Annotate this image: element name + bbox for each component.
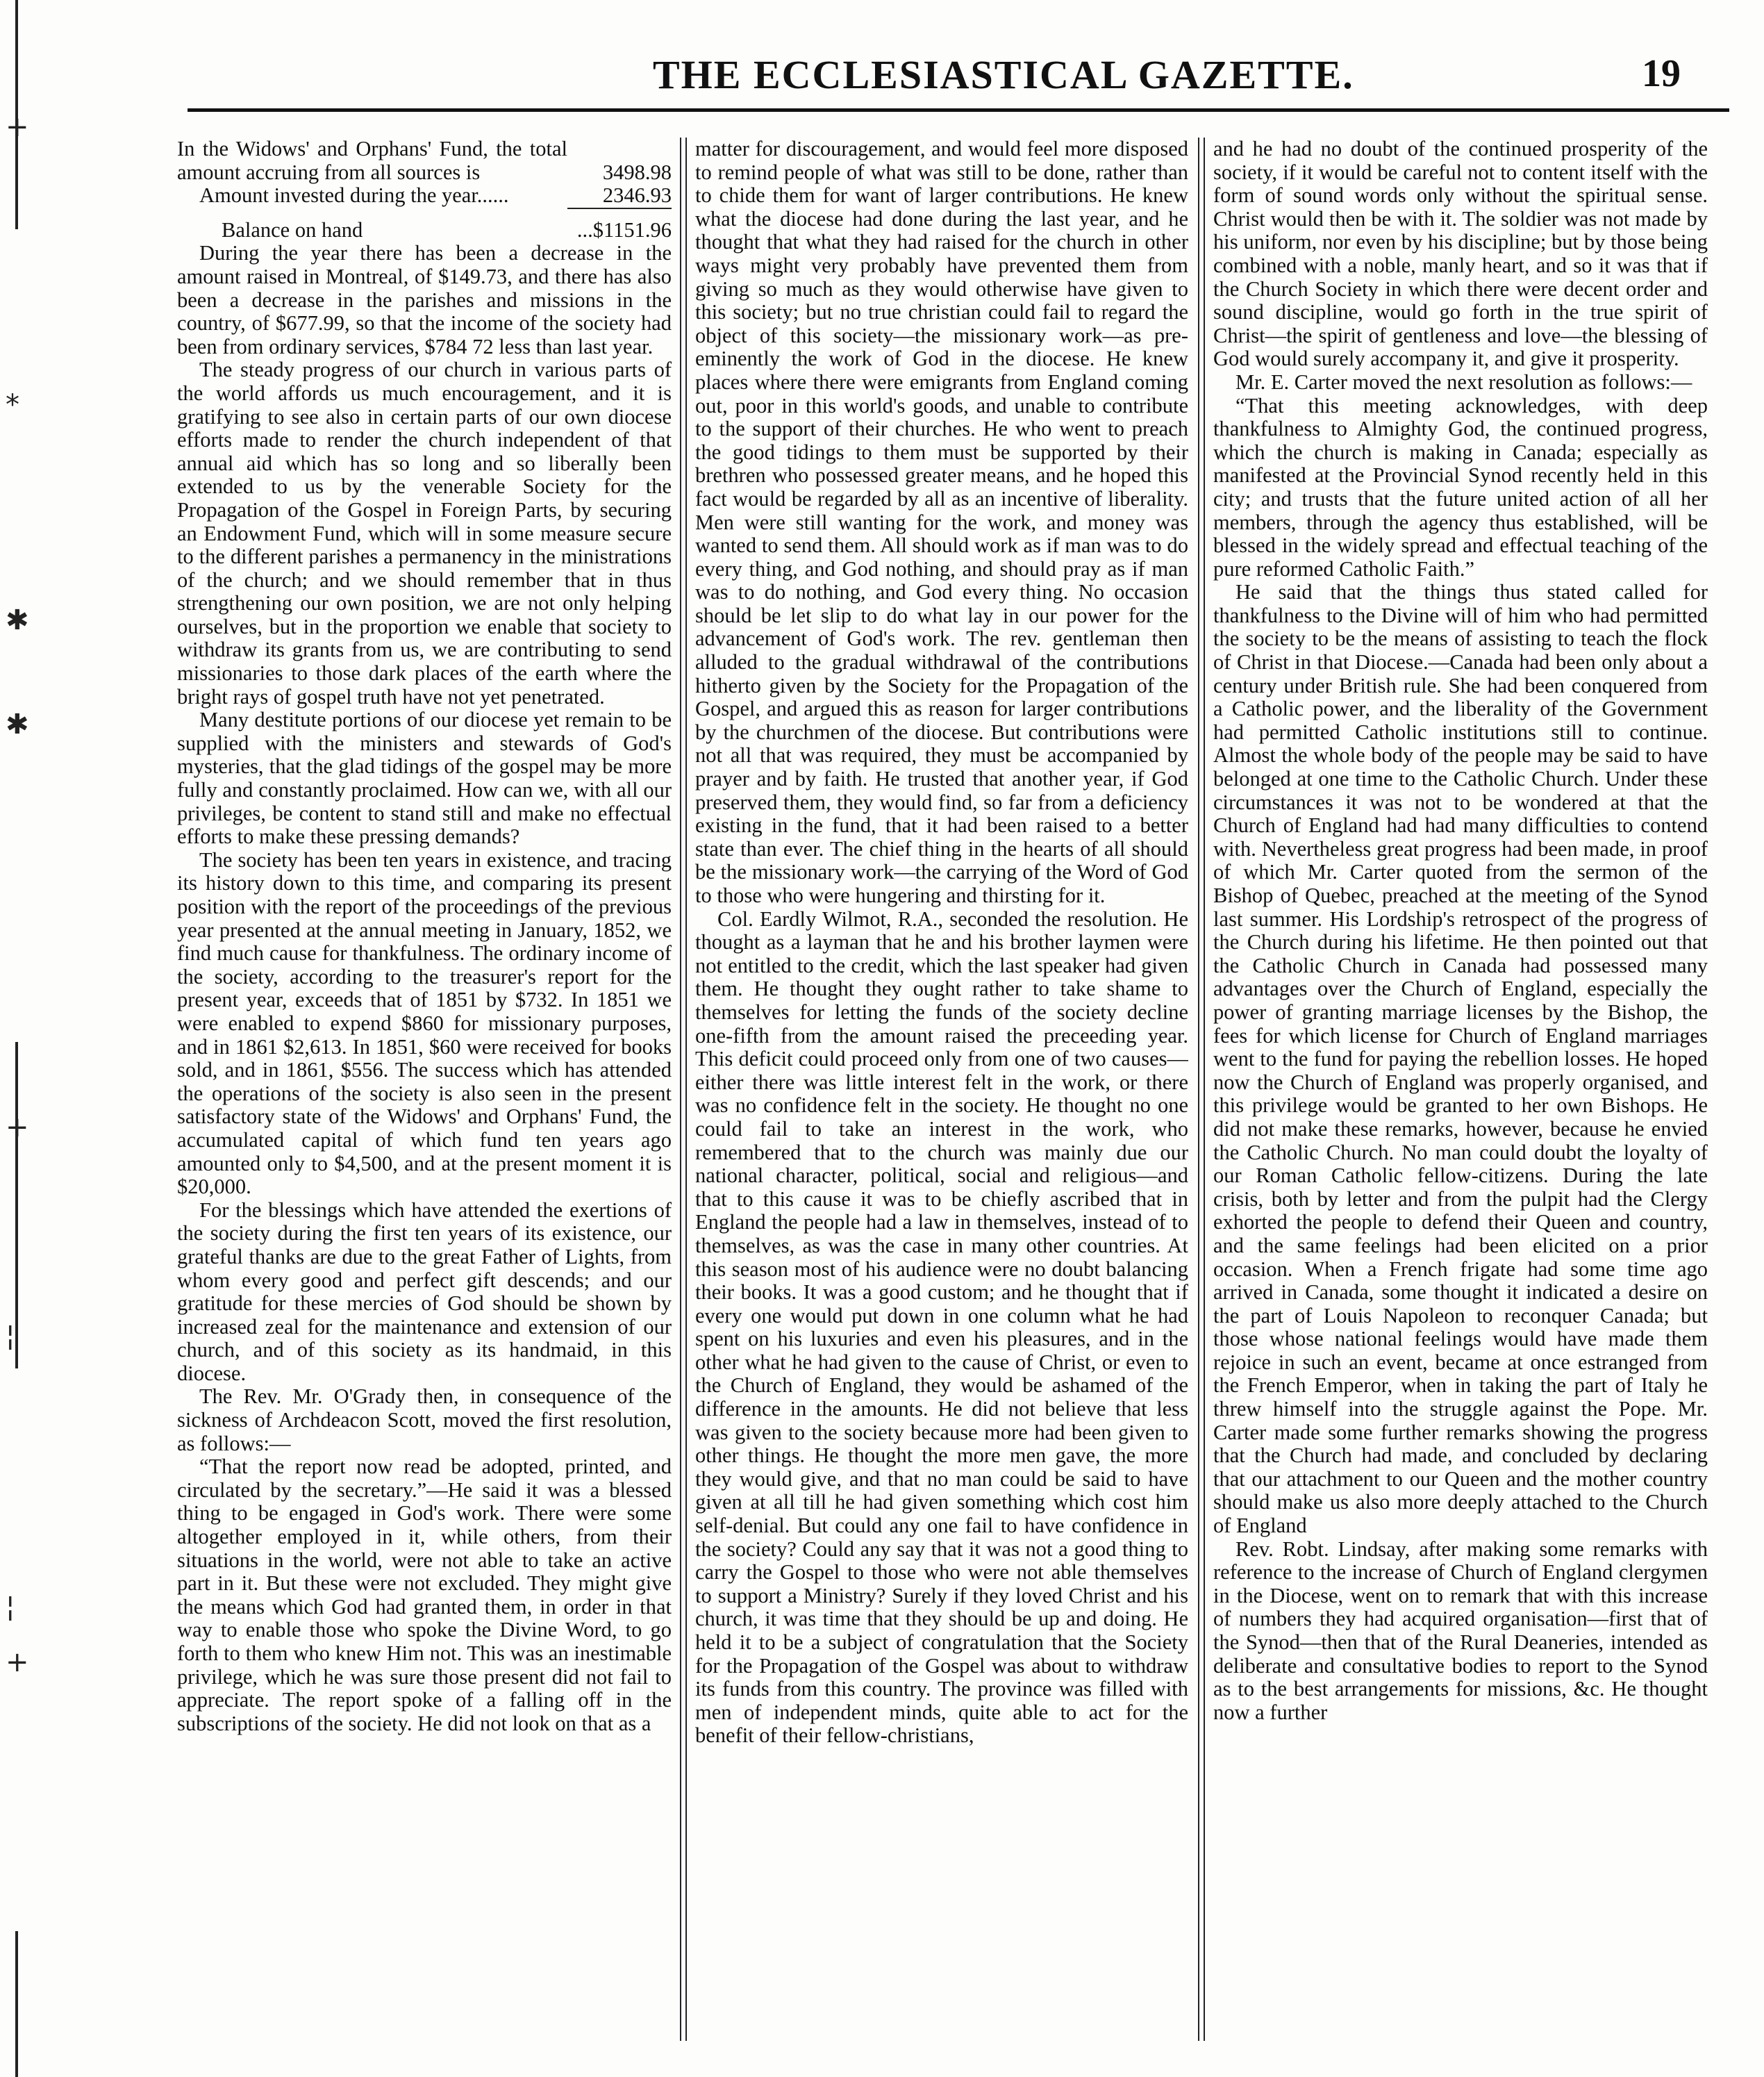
margin-mark: * xyxy=(6,389,19,421)
fund-amount: 2346.93 xyxy=(602,183,672,208)
fund-row xyxy=(177,209,672,242)
page-number: 19 xyxy=(1642,52,1681,95)
fund-table xyxy=(177,138,672,242)
left-margin xyxy=(0,0,83,2077)
margin-mark: ¦ xyxy=(6,1320,15,1352)
fund-label: In the Widows' and Orphans' Fund, the total amount accruing from all sources is xyxy=(177,138,567,184)
paragraph: matter for discouragement, and would feel more disposed to remind people of what was still to be done, rather than to chide them for want of larger contributions. He knew what the diocese had done during the last year, and he thought that what they had raised for the church in other ways might very probably have prevented them from giving so much as they would otherwise have given to this society; but no true christian could fail to regard the object of this society—the missionary work—as pre-eminently the work of God in the diocese. He knew places where there were emigrants from England coming out, poor in this world's goods, and unable to contribute to the support of their churches. He who went to preach the good tidings to them must be supported by their brethren who possessed greater means, and he hoped this fact would be regarded by all as an incentive of liberality. Men were still wanting for the work, and money was wanted to send them. All should work as if man was to do every thing, and God nothing, and should pray as if man was to do nothing, and God every thing. No occasion should be let slip to do what lay in our power for the advancement of God's work. The rev. gentleman then alluded to the gradual withdrawal of the contributions hitherto given by the Society for the Propagation of the Gospel, and argued this as reason for larger contributions by the churchmen of the diocese. But contributions were not all that was required, they must be accompanied by prayer and by faith. He trusted that another year, if God preserved them, they would find, so far from a deficiency existing in the fund, that it had been raised to a better state than ever. The chief thing in the hearts of all should be the missionary work—the carrying of the Word of God to those who were hungering and thirsting for it. xyxy=(695,138,1188,907)
column-2 xyxy=(695,138,1188,2041)
margin-rule xyxy=(15,1042,18,1368)
page-header xyxy=(181,51,1708,107)
margin-mark: ✱ xyxy=(6,709,29,740)
paragraph: The society has been ten years in existence, and tracing its history down to this time, and comparing its present position with the report of the proceedings of the previous year presented at the annual meeting in January, 1852, we find much cause for thankfulness. The ordinary income of the society, according to the treasurer's report for the present year, exceeds that of 1851 by $732. In 1851 we were enabled to expend $860 for missionary purposes, and in 1861 $2,613. In 1851, $60 were received for books sold, and in 1861, $556. The success which has attended the operations of the society is also seen in the present satisfactory state of the Widows' and Orphans' Fund, the accumulated capital of which fund ten years ago amounted only to $4,500, and at the present moment it is $20,000. xyxy=(177,847,672,1199)
column-1 xyxy=(177,138,672,2041)
paragraph: The steady progress of our church in various parts of the world affords us much encouragement, and it is gratifying to see also in certain parts of our own diocese efforts made to render the church independent of that annual aid which has so long and so liberally been extended to us by the venerable Society for the Propagation of the Gospel in Foreign Parts, by securing an Endowment Fund, which will in some measure secure to the different parishes a permanency in the ministrations of the church; and we should remember that in thus strengthening our own position, we are not only helping ourselves, but in the proportion we enable that society to withdraw its grants from us, we are contributing to send missionaries to those dark places of the earth where the bright rays of gospel truth have not yet penetrated. xyxy=(177,358,672,709)
paragraph: Rev. Robt. Lindsay, after making some remarks with reference to the increase of Church of England clergymen in the Diocese, went on to remark that with this increase of numbers they had acquired organisation—first that of the Synod—then that of the Rural Deaneries, intended as deliberate and consultative bodies to report to the Synod as to the best arrangements for missions, &c. He thought now a further xyxy=(1213,1537,1708,1724)
fund-row xyxy=(177,138,672,184)
paragraph: For the blessings which have attended the exertions of the society during the first ten years of its existence, our grateful thanks are due to the great Father of Lights, from whom every good and perfect gift descends; and our gratitude for these mercies of God should be shown by increased zeal for the maintenance and extension of our church, and of this society as its handmaid, in this diocese. xyxy=(177,1198,672,1385)
newspaper-title: THE ECCLESIASTICAL GAZETTE. xyxy=(653,52,1354,97)
column-3 xyxy=(1213,138,1708,2041)
margin-rule xyxy=(15,1931,18,2077)
column-separator xyxy=(1198,138,1205,2041)
paragraph: Many destitute portions of our diocese yet remain to be supplied with the ministers and stewards of God's mysteries, that the glad tidings of the gospel may be more fully and constantly proclaimed. How can we, with all our privileges, be content to stand still and make no effectual efforts to make these pressing demands? xyxy=(177,708,672,849)
fund-amount: 3498.98 xyxy=(602,160,672,184)
paragraph: Mr. E. Carter moved the next resolution as follows:— xyxy=(1235,370,1692,394)
column-separator xyxy=(680,138,687,2041)
paragraph: He said that the things thus stated called for thankfulness to the Divine will of him who had permitted the society to be the means of assisting to teach the flock of Christ in that Diocese.—Canada had been only about a century under British rule. She had been conquered from a Catholic power, and the liberality of the Government had permitted Catholic institutions still to continue. Almost the whole body of the people may be said to have belonged at one time to the Catholic Church. Under these circumstances it was not to be wondered at that the Church of England had had many difficulties to contend with. Nevertheless great progress had been made, in proof of which Mr. Carter quoted from the sermon of the Bishop of Quebec, preached at the meeting of the Synod last summer. His Lordship's retrospect of the progress of the Church during his lifetime. He then pointed out that the Catholic Church in Canada had possessed many advantages over the Church of England, especially the power of granting marriage licenses by the Bishop, the fees for which license for Church of England marriages went to the fund for paying the rebellion losses. He hoped now the Church of England was properly organised, and this privilege would be granted to her own Bishops. He did not make these remarks, however, because he envied the Catholic Church. No man could doubt the loyalty of our Roman Catholic fellow-citizens. During the late crisis, both by letter and from the pulpit had the Clergy exhorted the people to defend their Queen and country, and the same feelings had been elicited on a prior occasion. When a French frigate had some time ago arrived in Canada, some thought it indicated a desire on the part of Louis Napoleon to reconquer Canada; but those whose national feelings would have made them rejoice in such an event, became at once estranged from the French Emperor, when in taking the part of Italy he threw himself into the struggle against the Pope. Mr. Carter made some further remarks showing the progress that the Church had made, and concluded by declaring that our attachment to our Queen and the mother country should make us also more deeply attached to the Church of England xyxy=(1213,580,1708,1538)
margin-mark: ✱ xyxy=(6,604,29,636)
paragraph: Col. Eardly Wilmot, R.A., seconded the resolution. He thought as a layman that he and his brother laymen were not entitled to the credit, which the last speaker had given them. He thought they ought rather to take shame to themselves for letting the funds of the society decline one-fifth from the amount raised the preceeding year. This deficit could proceed only from one of two causes—either there was little interest felt in the work, or there was no confidence felt in the society. He thought no one could fail to take an interest in the work, who remembered that to the church was mainly due our national character, political, social and religious—and that to this cause it was to be chiefly ascribed that in England the people had a law in themselves, instead of to themselves, as was the case in many other countries. At this season most of his audience were no doubt balancing their books. It was a good custom; and he thought that if every one would put down in one column what he had spent on his luxuries and even his pleasures, and in the other what he had given to the cause of Christ, or even to the Church of England, they would be ashamed of the difference in the amounts. He did not believe that less was given to the society because more had been given to other things. He thought the more men gave, the more they would give, and that no man could be said to have given at all till he had given something which cost him self-denial. But could any one fail to have confidence in the society? Could any say that it was not a good thing to carry the Gospel to those who were not able themselves to support a Ministry? Surely if they loved Christ and his church, it was time that they should be up and doing. He held it to be a subject of congratulation that the Society for the Propagation of the Gospel was about to withdraw its funds from this country. The province was filled with men of independent minds, quite able to act for the benefit of their fellow-christians, xyxy=(695,907,1188,1748)
margin-mark: + xyxy=(6,1111,29,1143)
margin-mark: + xyxy=(6,1646,29,1678)
fund-row xyxy=(177,184,672,208)
margin-mark: + xyxy=(6,111,29,143)
article-columns xyxy=(177,138,1722,2041)
paragraph: and he had no doubt of the continued prosperity of the society, if it would be careful not to content itself with the form of sound words only without the spiritual sense. Christ would then be with it. The soldier was not made by his uniform, nor even by his discipline; but by those being combined with a noble, manly heart, and so it was that if the Church Society in which there were decent order and sound discipline, would go forth in the true spirit of Christ—the spirit of gentleness and love—the blessing of God would surely accompany it, and give it prosperity. xyxy=(1213,138,1708,371)
paragraph: During the year there has been a decrease in the amount raised in Montreal, of $149.73, and there has also been a decrease in the parishes and missions in the country, of $677.99, so that the income of the society had been from ordinary services, $784 72 less than last year. xyxy=(177,241,672,358)
header-rule xyxy=(188,108,1729,112)
paragraph: “That this meeting acknowledges, with deep thankfulness to Almighty God, the continued progress, which the church is making in Canada; especially as manifested at the Provincial Synod recently held in this city; and trusts that the future united action of all her members, through the agency thus established, will be blessed in the widely spread and effectual teaching of the pure reformed Catholic Faith.” xyxy=(1213,393,1708,581)
fund-label: Amount invested during the year...... xyxy=(199,183,509,208)
paragraph: The Rev. Mr. O'Grady then, in consequence of the sickness of Archdeacon Scott, moved the first resolution, as follows:— xyxy=(177,1384,672,1455)
fund-amount: ...$1151.96 xyxy=(576,217,672,242)
margin-mark: ¦ xyxy=(6,1591,15,1623)
fund-label: Balance on hand xyxy=(222,217,363,242)
paragraph: “That the report now read be adopted, printed, and circulated by the secretary.”—He said it was a blessed thing to be engaged in God's work. There were some altogether employed in it, while others, from their situations in the world, were not able to take an active part in it. But these were not excluded. They might give the means which God had granted them, in order in that way to enable those who spoke the Divine Word, to go forth to them who knew Him not. This was an inestimable privilege, which he was sure those present did not fail to appreciate. The report spoke of a falling off in the subscriptions of the society. He did not look on that as a xyxy=(177,1455,672,1735)
